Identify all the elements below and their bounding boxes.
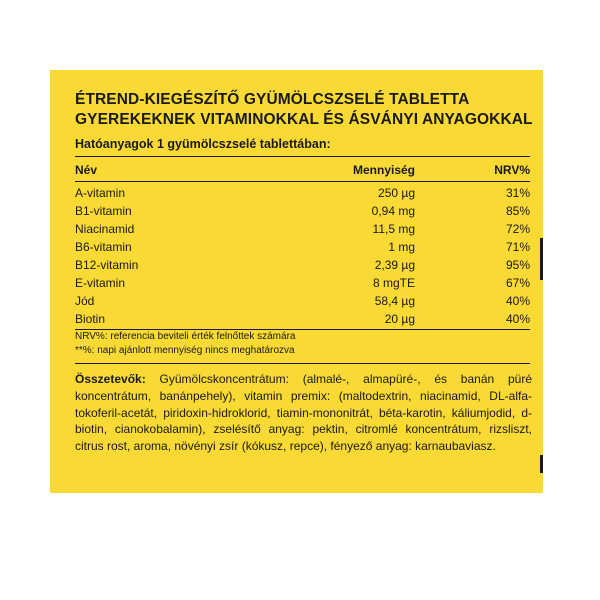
active-ingredients-heading: Hatóanyagok 1 gyümölcszselé tablettában: — [75, 137, 331, 151]
nutrient-quantity: 2,39 µg — [374, 258, 415, 272]
nutrient-quantity: 1 mg — [388, 240, 415, 254]
panel-edge-mark — [540, 238, 543, 280]
nutrient-nrv: 31% — [505, 186, 530, 200]
nutrient-nrv: 71% — [505, 240, 530, 254]
nutrient-name: Biotin — [75, 312, 106, 326]
table-row — [75, 184, 530, 202]
column-header-name: Név — [75, 163, 98, 177]
nutrient-nrv: 85% — [505, 204, 530, 218]
nutrient-quantity: 20 µg — [384, 312, 415, 326]
nutrient-nrv: 40% — [505, 312, 530, 326]
nutrient-name: B12-vitamin — [75, 258, 139, 272]
ingredients-list — [75, 371, 532, 455]
nutrient-quantity: 58,4 µg — [374, 294, 415, 308]
table-row — [75, 256, 530, 274]
column-header-quantity: Mennyiség — [352, 163, 415, 177]
product-title-line-1: ÉTREND-KIEGÉSZÍTŐ GYÜMÖLCSZSELÉ TABLETTA — [75, 91, 470, 108]
nrv-footnote: NRV%: referencia beviteli érték felnőttek számára — [75, 331, 296, 342]
ingredients-text: Gyümölcskoncentrátum: (almalé-, almapüré-, és banán püré koncentrátum, banánpehely), vitamin premix: (maltodextrin, niacinamid, DL-alfa-tokoferil-acetát, piridoxin-hidroklorid, tiamin-mononitrát, béta-karotin, káliumjodid, d-biotin, cianokobalamin), zselésítő anyag: pektin, citromlé koncentrátum, rizsliszt, citrus rost, aroma, növényi zsír (kókusz, repce), fényező anyag: karnaubaviasz. — [75, 372, 532, 454]
nutrient-name: E-vitamin — [75, 276, 126, 290]
nutrient-quantity: 11,5 mg — [372, 222, 415, 236]
panel-edge-mark — [540, 455, 543, 473]
nutrient-name: B1-vitamin — [75, 204, 132, 218]
asterisk-footnote: **%: napi ajánlott mennyiség nincs meghatározva — [75, 345, 295, 356]
nutrient-nrv: 67% — [505, 276, 530, 290]
nutrient-quantity: 0,94 mg — [371, 204, 415, 218]
column-header-nrv: NRV% — [494, 163, 530, 177]
table-row — [75, 238, 530, 256]
nutrient-nrv: 72% — [505, 222, 530, 236]
nutrient-name: Niacinamid — [75, 222, 135, 236]
table-row — [75, 310, 530, 328]
table-row — [75, 220, 530, 238]
table-row — [75, 292, 530, 310]
product-title-line-2: GYEREKEKNEK VITAMINOKKAL ÉS ÁSVÁNYI ANYAGOKKAL — [75, 111, 533, 128]
ingredients-label: Összetevők: — [75, 372, 146, 386]
table-row — [75, 202, 530, 220]
table-row — [75, 274, 530, 292]
nutrient-nrv: 40% — [505, 294, 530, 308]
nutrient-name: Jód — [75, 294, 95, 308]
supplement-label-panel — [50, 70, 543, 493]
table-header-row — [75, 161, 530, 179]
nutrient-nrv: 95% — [505, 258, 530, 272]
table-top-rule — [75, 156, 530, 157]
nutrient-quantity: 250 µg — [378, 186, 415, 200]
product-title — [75, 90, 535, 130]
table-header-rule — [75, 181, 530, 182]
nutrient-quantity: 8 mgTE — [372, 276, 415, 290]
nutrient-name: A-vitamin — [75, 186, 126, 200]
nutrient-name: B6-vitamin — [75, 240, 132, 254]
ingredients-rule — [75, 363, 530, 364]
